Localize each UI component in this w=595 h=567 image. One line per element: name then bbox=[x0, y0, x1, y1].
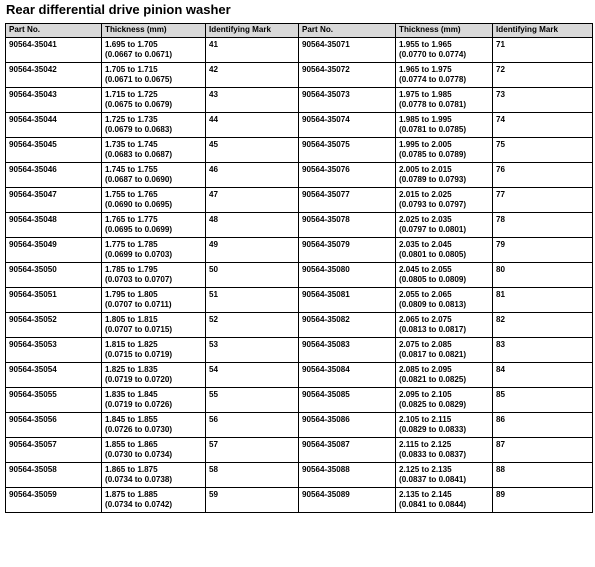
part-number-cell: 90564-35075 bbox=[299, 138, 396, 163]
thickness-cell bbox=[102, 338, 206, 363]
thickness-mm: 1.725 to 1.735 bbox=[105, 115, 158, 124]
thickness-cell bbox=[396, 338, 493, 363]
thickness-cell bbox=[102, 63, 206, 88]
thickness-cell bbox=[102, 238, 206, 263]
part-number-cell: 90564-35085 bbox=[299, 388, 396, 413]
part-number-cell: 90564-35042 bbox=[6, 63, 102, 88]
identifying-mark-cell: 86 bbox=[493, 413, 593, 438]
part-number-cell: 90564-35053 bbox=[6, 338, 102, 363]
thickness-inch: (0.0837 to 0.0841) bbox=[399, 475, 467, 484]
identifying-mark-cell: 72 bbox=[493, 63, 593, 88]
thickness-mm: 1.875 to 1.885 bbox=[105, 490, 158, 499]
thickness-cell bbox=[102, 363, 206, 388]
identifying-mark-cell: 89 bbox=[493, 488, 593, 513]
part-number-cell: 90564-35057 bbox=[6, 438, 102, 463]
thickness-cell bbox=[396, 263, 493, 288]
table-row bbox=[6, 438, 593, 463]
identifying-mark-cell: 84 bbox=[493, 363, 593, 388]
thickness-cell bbox=[102, 288, 206, 313]
identifying-mark-cell: 51 bbox=[206, 288, 299, 313]
thickness-inch: (0.0719 to 0.0726) bbox=[105, 400, 173, 409]
part-number-cell: 90564-35074 bbox=[299, 113, 396, 138]
identifying-mark-cell: 44 bbox=[206, 113, 299, 138]
identifying-mark-cell: 56 bbox=[206, 413, 299, 438]
thickness-inch: (0.0797 to 0.0801) bbox=[399, 225, 467, 234]
thickness-cell bbox=[102, 388, 206, 413]
thickness-mm: 2.085 to 2.095 bbox=[399, 365, 452, 374]
thickness-mm: 1.955 to 1.965 bbox=[399, 40, 452, 49]
identifying-mark-cell: 49 bbox=[206, 238, 299, 263]
thickness-cell bbox=[396, 413, 493, 438]
identifying-mark-cell: 85 bbox=[493, 388, 593, 413]
thickness-cell bbox=[396, 463, 493, 488]
table-row bbox=[6, 338, 593, 363]
part-number-cell: 90564-35058 bbox=[6, 463, 102, 488]
thickness-inch: (0.0703 to 0.0707) bbox=[105, 275, 173, 284]
part-number-cell: 90564-35071 bbox=[299, 38, 396, 63]
table-row bbox=[6, 238, 593, 263]
header-identifying-mark-right: Identifying Mark bbox=[493, 24, 593, 38]
part-number-cell: 90564-35044 bbox=[6, 113, 102, 138]
thickness-mm: 1.975 to 1.985 bbox=[399, 90, 452, 99]
part-number-cell: 90564-35087 bbox=[299, 438, 396, 463]
thickness-cell bbox=[396, 288, 493, 313]
thickness-inch: (0.0687 to 0.0690) bbox=[105, 175, 173, 184]
thickness-cell bbox=[102, 463, 206, 488]
part-number-cell: 90564-35045 bbox=[6, 138, 102, 163]
table-row bbox=[6, 113, 593, 138]
thickness-inch: (0.0789 to 0.0793) bbox=[399, 175, 467, 184]
part-number-cell: 90564-35052 bbox=[6, 313, 102, 338]
table-row bbox=[6, 38, 593, 63]
thickness-cell bbox=[102, 213, 206, 238]
thickness-inch: (0.0671 to 0.0675) bbox=[105, 75, 173, 84]
thickness-cell bbox=[396, 363, 493, 388]
washer-spec-table bbox=[5, 23, 593, 513]
part-number-cell: 90564-35078 bbox=[299, 213, 396, 238]
part-number-cell: 90564-35055 bbox=[6, 388, 102, 413]
thickness-cell bbox=[396, 238, 493, 263]
thickness-cell bbox=[396, 313, 493, 338]
identifying-mark-cell: 52 bbox=[206, 313, 299, 338]
table-row bbox=[6, 88, 593, 113]
thickness-inch: (0.0719 to 0.0720) bbox=[105, 375, 173, 384]
thickness-mm: 2.035 to 2.045 bbox=[399, 240, 452, 249]
part-number-cell: 90564-35054 bbox=[6, 363, 102, 388]
table-row bbox=[6, 488, 593, 513]
part-number-cell: 90564-35080 bbox=[299, 263, 396, 288]
thickness-inch: (0.0734 to 0.0742) bbox=[105, 500, 173, 509]
thickness-inch: (0.0707 to 0.0711) bbox=[105, 300, 172, 309]
thickness-inch: (0.0667 to 0.0671) bbox=[105, 50, 173, 59]
identifying-mark-cell: 47 bbox=[206, 188, 299, 213]
thickness-cell bbox=[396, 388, 493, 413]
identifying-mark-cell: 55 bbox=[206, 388, 299, 413]
table-row bbox=[6, 263, 593, 288]
identifying-mark-cell: 88 bbox=[493, 463, 593, 488]
identifying-mark-cell: 50 bbox=[206, 263, 299, 288]
thickness-mm: 2.045 to 2.055 bbox=[399, 265, 452, 274]
identifying-mark-cell: 59 bbox=[206, 488, 299, 513]
identifying-mark-cell: 80 bbox=[493, 263, 593, 288]
table-row bbox=[6, 288, 593, 313]
thickness-cell bbox=[396, 438, 493, 463]
header-thickness-left: Thickness (mm) bbox=[102, 24, 206, 38]
thickness-inch: (0.0730 to 0.0734) bbox=[105, 450, 173, 459]
identifying-mark-cell: 71 bbox=[493, 38, 593, 63]
thickness-inch: (0.0715 to 0.0719) bbox=[105, 350, 173, 359]
thickness-inch: (0.0805 to 0.0809) bbox=[399, 275, 467, 284]
thickness-cell bbox=[396, 63, 493, 88]
thickness-mm: 1.785 to 1.795 bbox=[105, 265, 158, 274]
thickness-inch: (0.0833 to 0.0837) bbox=[399, 450, 467, 459]
thickness-inch: (0.0683 to 0.0687) bbox=[105, 150, 173, 159]
part-number-cell: 90564-35072 bbox=[299, 63, 396, 88]
part-number-cell: 90564-35079 bbox=[299, 238, 396, 263]
part-number-cell: 90564-35041 bbox=[6, 38, 102, 63]
identifying-mark-cell: 76 bbox=[493, 163, 593, 188]
thickness-mm: 2.075 to 2.085 bbox=[399, 340, 452, 349]
header-part-no-left: Part No. bbox=[6, 24, 102, 38]
thickness-inch: (0.0774 to 0.0778) bbox=[399, 75, 467, 84]
table-row bbox=[6, 363, 593, 388]
thickness-inch: (0.0707 to 0.0715) bbox=[105, 325, 173, 334]
thickness-mm: 2.015 to 2.025 bbox=[399, 190, 452, 199]
thickness-inch: (0.0690 to 0.0695) bbox=[105, 200, 173, 209]
part-number-cell: 90564-35051 bbox=[6, 288, 102, 313]
thickness-mm: 1.795 to 1.805 bbox=[105, 290, 158, 299]
identifying-mark-cell: 53 bbox=[206, 338, 299, 363]
thickness-cell bbox=[102, 413, 206, 438]
thickness-mm: 2.065 to 2.075 bbox=[399, 315, 452, 324]
thickness-cell bbox=[102, 113, 206, 138]
identifying-mark-cell: 57 bbox=[206, 438, 299, 463]
table-row bbox=[6, 188, 593, 213]
thickness-cell bbox=[396, 38, 493, 63]
thickness-mm: 2.135 to 2.145 bbox=[399, 490, 452, 499]
part-number-cell: 90564-35076 bbox=[299, 163, 396, 188]
thickness-inch: (0.0675 to 0.0679) bbox=[105, 100, 173, 109]
thickness-cell bbox=[396, 88, 493, 113]
identifying-mark-cell: 45 bbox=[206, 138, 299, 163]
identifying-mark-cell: 42 bbox=[206, 63, 299, 88]
thickness-inch: (0.0695 to 0.0699) bbox=[105, 225, 173, 234]
thickness-cell bbox=[102, 138, 206, 163]
thickness-inch: (0.0726 to 0.0730) bbox=[105, 425, 173, 434]
thickness-inch: (0.0813 to 0.0817) bbox=[399, 325, 467, 334]
thickness-inch: (0.0841 to 0.0844) bbox=[399, 500, 467, 509]
part-number-cell: 90564-35047 bbox=[6, 188, 102, 213]
thickness-cell bbox=[102, 38, 206, 63]
header-identifying-mark-left: Identifying Mark bbox=[206, 24, 299, 38]
part-number-cell: 90564-35084 bbox=[299, 363, 396, 388]
identifying-mark-cell: 54 bbox=[206, 363, 299, 388]
header-thickness-right: Thickness (mm) bbox=[396, 24, 493, 38]
identifying-mark-cell: 48 bbox=[206, 213, 299, 238]
part-number-cell: 90564-35048 bbox=[6, 213, 102, 238]
table-row bbox=[6, 138, 593, 163]
identifying-mark-cell: 83 bbox=[493, 338, 593, 363]
thickness-mm: 1.695 to 1.705 bbox=[105, 40, 158, 49]
thickness-inch: (0.0809 to 0.0813) bbox=[399, 300, 467, 309]
thickness-mm: 1.745 to 1.755 bbox=[105, 165, 158, 174]
table-row bbox=[6, 388, 593, 413]
thickness-inch: (0.0825 to 0.0829) bbox=[399, 400, 467, 409]
thickness-inch: (0.0829 to 0.0833) bbox=[399, 425, 467, 434]
identifying-mark-cell: 82 bbox=[493, 313, 593, 338]
thickness-cell bbox=[396, 163, 493, 188]
part-number-cell: 90564-35089 bbox=[299, 488, 396, 513]
thickness-mm: 2.005 to 2.015 bbox=[399, 165, 452, 174]
identifying-mark-cell: 75 bbox=[493, 138, 593, 163]
thickness-mm: 2.115 to 2.125 bbox=[399, 440, 452, 449]
identifying-mark-cell: 78 bbox=[493, 213, 593, 238]
identifying-mark-cell: 77 bbox=[493, 188, 593, 213]
thickness-mm: 1.805 to 1.815 bbox=[105, 315, 158, 324]
thickness-cell bbox=[102, 263, 206, 288]
thickness-mm: 1.865 to 1.875 bbox=[105, 465, 158, 474]
thickness-mm: 1.815 to 1.825 bbox=[105, 340, 158, 349]
thickness-cell bbox=[102, 313, 206, 338]
thickness-mm: 1.755 to 1.765 bbox=[105, 190, 158, 199]
thickness-inch: (0.0679 to 0.0683) bbox=[105, 125, 173, 134]
table-row bbox=[6, 163, 593, 188]
part-number-cell: 90564-35049 bbox=[6, 238, 102, 263]
table-row bbox=[6, 313, 593, 338]
table-row bbox=[6, 213, 593, 238]
thickness-inch: (0.0734 to 0.0738) bbox=[105, 475, 173, 484]
header-part-no-right: Part No. bbox=[299, 24, 396, 38]
thickness-mm: 1.825 to 1.835 bbox=[105, 365, 158, 374]
thickness-inch: (0.0781 to 0.0785) bbox=[399, 125, 467, 134]
thickness-mm: 2.105 to 2.115 bbox=[399, 415, 452, 424]
table-body bbox=[6, 38, 593, 513]
part-number-cell: 90564-35056 bbox=[6, 413, 102, 438]
thickness-mm: 1.735 to 1.745 bbox=[105, 140, 158, 149]
part-number-cell: 90564-35088 bbox=[299, 463, 396, 488]
thickness-mm: 1.775 to 1.785 bbox=[105, 240, 158, 249]
thickness-inch: (0.0821 to 0.0825) bbox=[399, 375, 467, 384]
thickness-inch: (0.0817 to 0.0821) bbox=[399, 350, 467, 359]
part-number-cell: 90564-35073 bbox=[299, 88, 396, 113]
thickness-cell bbox=[102, 88, 206, 113]
part-number-cell: 90564-35083 bbox=[299, 338, 396, 363]
thickness-cell bbox=[396, 138, 493, 163]
thickness-mm: 2.055 to 2.065 bbox=[399, 290, 452, 299]
identifying-mark-cell: 74 bbox=[493, 113, 593, 138]
thickness-mm: 1.855 to 1.865 bbox=[105, 440, 158, 449]
part-number-cell: 90564-35081 bbox=[299, 288, 396, 313]
table-header-row bbox=[6, 24, 593, 38]
thickness-mm: 2.095 to 2.105 bbox=[399, 390, 452, 399]
thickness-mm: 1.965 to 1.975 bbox=[399, 65, 452, 74]
thickness-mm: 1.845 to 1.855 bbox=[105, 415, 158, 424]
identifying-mark-cell: 87 bbox=[493, 438, 593, 463]
thickness-cell bbox=[102, 488, 206, 513]
identifying-mark-cell: 41 bbox=[206, 38, 299, 63]
table-row bbox=[6, 413, 593, 438]
thickness-inch: (0.0778 to 0.0781) bbox=[399, 100, 467, 109]
part-number-cell: 90564-35043 bbox=[6, 88, 102, 113]
thickness-inch: (0.0699 to 0.0703) bbox=[105, 250, 173, 259]
thickness-mm: 1.835 to 1.845 bbox=[105, 390, 158, 399]
part-number-cell: 90564-35086 bbox=[299, 413, 396, 438]
part-number-cell: 90564-35077 bbox=[299, 188, 396, 213]
thickness-cell bbox=[396, 188, 493, 213]
identifying-mark-cell: 81 bbox=[493, 288, 593, 313]
thickness-cell bbox=[396, 113, 493, 138]
thickness-inch: (0.0793 to 0.0797) bbox=[399, 200, 467, 209]
part-number-cell: 90564-35059 bbox=[6, 488, 102, 513]
thickness-cell bbox=[396, 213, 493, 238]
part-number-cell: 90564-35046 bbox=[6, 163, 102, 188]
thickness-cell bbox=[102, 188, 206, 213]
identifying-mark-cell: 79 bbox=[493, 238, 593, 263]
thickness-inch: (0.0801 to 0.0805) bbox=[399, 250, 467, 259]
thickness-mm: 1.995 to 2.005 bbox=[399, 140, 452, 149]
identifying-mark-cell: 58 bbox=[206, 463, 299, 488]
thickness-cell bbox=[396, 488, 493, 513]
thickness-inch: (0.0785 to 0.0789) bbox=[399, 150, 467, 159]
identifying-mark-cell: 46 bbox=[206, 163, 299, 188]
table-row bbox=[6, 463, 593, 488]
thickness-mm: 1.705 to 1.715 bbox=[105, 65, 158, 74]
thickness-cell bbox=[102, 438, 206, 463]
identifying-mark-cell: 43 bbox=[206, 88, 299, 113]
page-title: Rear differential drive pinion washer bbox=[6, 2, 231, 17]
thickness-mm: 2.025 to 2.035 bbox=[399, 215, 452, 224]
thickness-mm: 2.125 to 2.135 bbox=[399, 465, 452, 474]
thickness-inch: (0.0770 to 0.0774) bbox=[399, 50, 467, 59]
thickness-mm: 1.715 to 1.725 bbox=[105, 90, 158, 99]
thickness-mm: 1.765 to 1.775 bbox=[105, 215, 158, 224]
identifying-mark-cell: 73 bbox=[493, 88, 593, 113]
thickness-mm: 1.985 to 1.995 bbox=[399, 115, 452, 124]
part-number-cell: 90564-35082 bbox=[299, 313, 396, 338]
part-number-cell: 90564-35050 bbox=[6, 263, 102, 288]
table-row bbox=[6, 63, 593, 88]
thickness-cell bbox=[102, 163, 206, 188]
